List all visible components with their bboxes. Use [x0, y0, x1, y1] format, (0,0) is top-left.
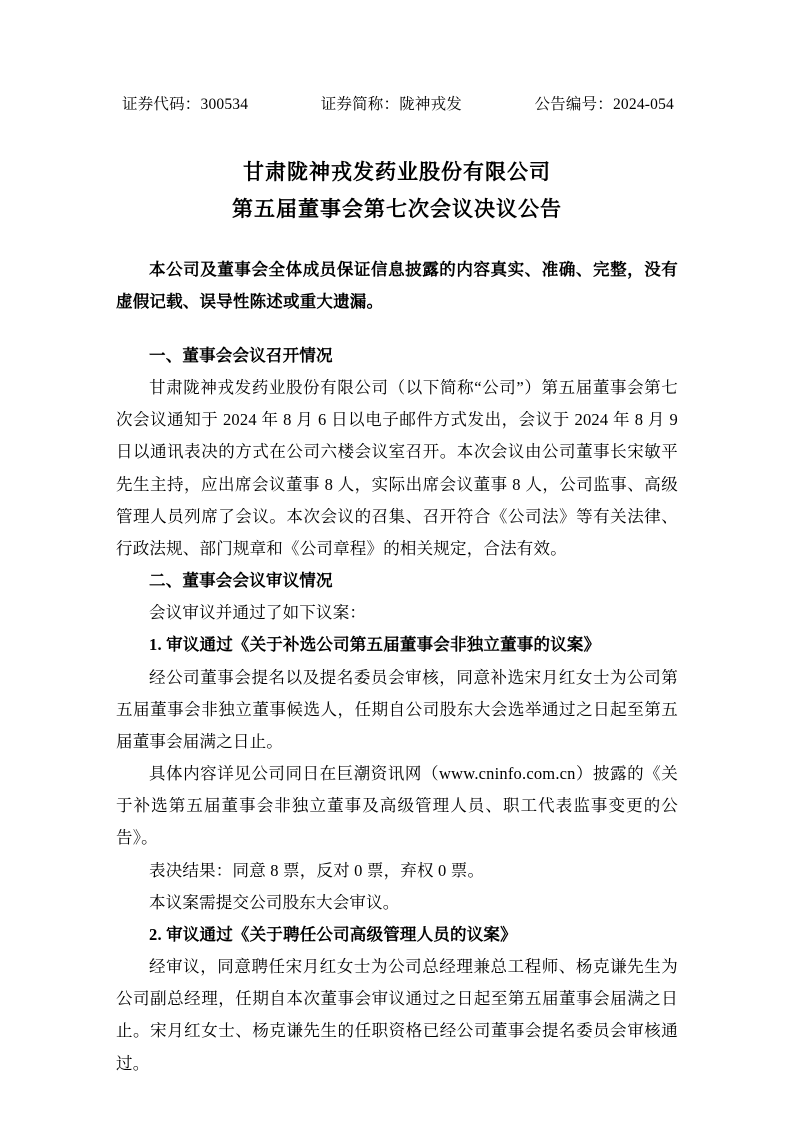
section-heading-1: 一、董事会会议召开情况: [149, 345, 333, 365]
proposal-1-paragraph-1: 经公司董事会提名以及提名委员会审核，同意补选宋月红女士为公司第五届董事会非独立董事候选人，任期自公司股东大会选举通过之日起至第五届董事会届满之日止。: [116, 667, 678, 751]
proposal-1-heading: 1. 审议通过《关于补选公司第五届董事会非独立董事的议案》: [149, 635, 601, 655]
document-header: [116, 92, 678, 114]
page-title: [116, 154, 678, 228]
proposal-1-note: 本议案需提交公司股东大会审议。: [149, 892, 400, 912]
disclosure-statement: 本公司及董事会全体成员保证信息披露的内容真实、准确、完整，没有虚假记载、误导性陈述或重大遗漏。: [116, 259, 678, 311]
security-code: 证券代码：300534: [122, 96, 249, 113]
proposal-2-paragraph-1: 经审议，同意聘任宋月红女士为公司总经理兼总工程师、杨克谦先生为公司副总经理，任期自本次董事会审议通过之日起至第五届董事会届满之日止。宋月红女士、杨克谦先生的任职资格已经公司董事会提名委员会审核通过。: [116, 957, 678, 1073]
proposal-2-heading: 2. 审议通过《关于聘任公司高级管理人员的议案》: [149, 924, 517, 944]
document-subject-title: 第五届董事会第七次会议决议公告: [232, 196, 562, 221]
section-1-paragraph-1: 甘肃陇神戎发药业股份有限公司（以下简称“公司”）第五届董事会第七次会议通知于 2024 年 8 月 6 日以电子邮件方式发出，会议于 2024 年 8 月 9 日以通讯表决的方式在公司六楼会议室召开。本次会议由公司董事长宋敏平先生主持，应出席会议董事 8 人，实际出席会议董事 8 人，公司监事、高级管理人员列席了会议。本次会议的召集、召开符合《公司法》等有关法律、行政法规、部门规章和《公司章程》的相关规定，合法有效。: [116, 378, 678, 558]
section-heading-2: 二、董事会会议审议情况: [149, 571, 333, 591]
section-2-paragraph-1: 会议审议并通过了如下议案：: [149, 603, 367, 623]
proposal-1-paragraph-2: 具体内容详见公司同日在巨潮资讯网（www.cninfo.com.cn）披露的《关于补选第五届董事会非独立董事及高级管理人员、职工代表监事变更的公告》。: [116, 764, 678, 848]
proposal-1-vote-result: 表决结果：同意 8 票，反对 0 票，弃权 0 票。: [149, 860, 485, 880]
company-name-title: 甘肃陇神戎发药业股份有限公司: [243, 160, 551, 184]
notice-number: 公告编号：2024-054: [534, 96, 674, 113]
security-name: 证券简称：陇神戎发: [320, 96, 462, 113]
